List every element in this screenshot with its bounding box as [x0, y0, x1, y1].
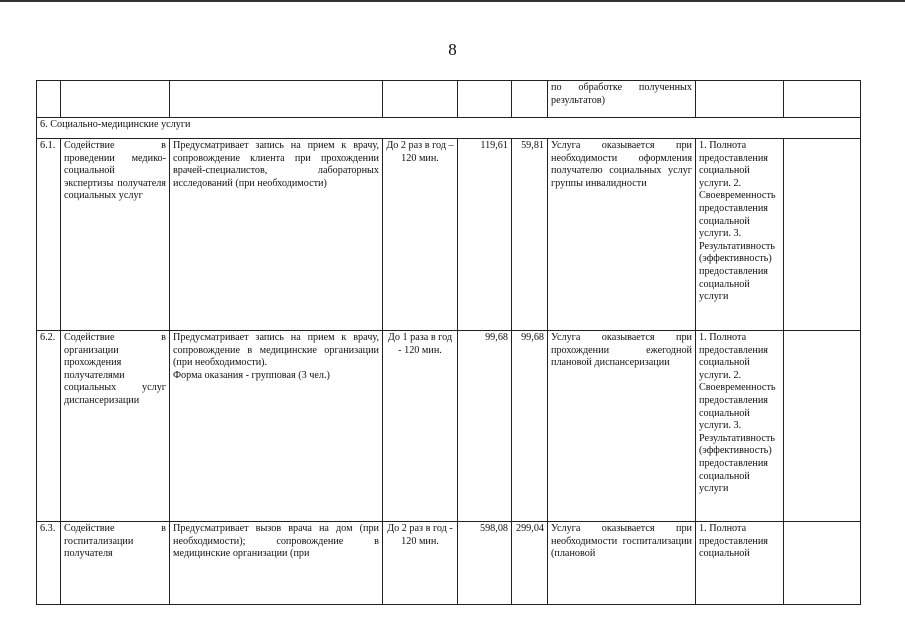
service-row: [37, 139, 861, 331]
section-title: 6. Социально-медицинские услуги: [37, 118, 861, 139]
service-number: 6.1.: [37, 139, 61, 331]
service-description-extra: Форма оказания - групповая (3 чел.): [173, 369, 330, 381]
service-tariff: 119,61: [458, 139, 512, 331]
service-description-cell: [170, 331, 383, 522]
service-tariff: 598,08: [458, 522, 512, 605]
service-price: 99,68: [512, 331, 548, 522]
service-description: Предусматривает вызов врача на дом (при необходимости); сопровождение в медицинские организации (при: [170, 522, 383, 605]
service-empty-cell: [784, 331, 861, 522]
service-description: Предусматривает запись на прием к врачу, сопровождение в медицинские организации (при необходимости).: [173, 332, 379, 369]
service-price: 59,81: [512, 139, 548, 331]
service-empty-cell: [784, 522, 861, 605]
service-name: Содействие в госпитализации получателя: [61, 522, 170, 605]
service-price: 299,04: [512, 522, 548, 605]
carryover-cell-name: [61, 81, 170, 118]
carryover-cell-price: [512, 81, 548, 118]
services-table: [36, 80, 861, 605]
service-name: Содействие в проведении медико-социальной экспертизы получателя социальных услуг: [61, 139, 170, 331]
carryover-cell-empty: [784, 81, 861, 118]
service-frequency: До 1 раза в год - 120 мин.: [383, 331, 458, 522]
service-frequency: До 2 раз в год – 120 мин.: [383, 139, 458, 331]
service-tariff: 99,68: [458, 331, 512, 522]
service-row: [37, 522, 861, 605]
service-name: Содействие в организации прохождения получателями социальных услуг диспансеризации: [61, 331, 170, 522]
service-condition: Услуга оказывается при необходимости госпитализации (плановой: [548, 522, 696, 605]
service-description: Предусматривает запись на прием к врачу, сопровождение клиента при прохождении врачей-специалистов, лабораторных исследований (при необходимости): [170, 139, 383, 331]
section-row: [37, 118, 861, 139]
page-top-rule: [0, 0, 905, 2]
service-number: 6.3.: [37, 522, 61, 605]
service-criteria: 1. Полнота предоставления социальной: [696, 522, 784, 605]
carryover-cell-tariff: [458, 81, 512, 118]
carryover-condition: по обработке полученных результатов): [548, 81, 696, 118]
service-frequency: До 2 раз в год - 120 мин.: [383, 522, 458, 605]
service-condition: Услуга оказывается при прохождении ежегодной плановой диспансеризации: [548, 331, 696, 522]
service-criteria: 1. Полнота предоставления социальной услуги. 2. Своевременность предоставления социальной услуги. 3. Результативность (эффективность) предоставления социальной услуги: [696, 331, 784, 522]
carryover-cell-criteria: [696, 81, 784, 118]
carryover-cell-num: [37, 81, 61, 118]
service-condition: Услуга оказывается при необходимости оформления получателю социальных услуг группы инвалидности: [548, 139, 696, 331]
page-number: 8: [448, 40, 457, 59]
service-empty-cell: [784, 139, 861, 331]
carryover-cell-frequency: [383, 81, 458, 118]
service-row: [37, 331, 861, 522]
service-criteria: 1. Полнота предоставления социальной услуги. 2. Своевременность предоставления социальной услуги. 3. Результативность (эффективность) предоставления социальной услуги: [696, 139, 784, 331]
service-number: 6.2.: [37, 331, 61, 522]
carryover-cell-description: [170, 81, 383, 118]
carryover-row: [37, 81, 861, 118]
